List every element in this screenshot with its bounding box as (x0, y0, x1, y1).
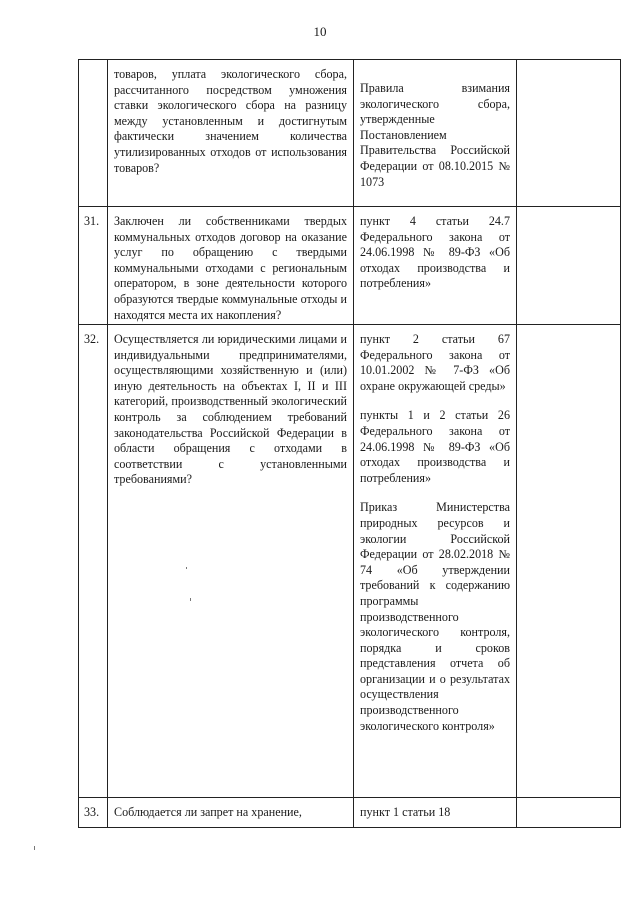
question-text: Заключен ли собственниками твердых коммунальных отходов договор на оказание услуг по обращению с твердыми коммунальными отходами с региональным оператором, в зоне деятельности которого образуются твердые коммунальные отходы и находятся места их накопления? (108, 207, 354, 325)
table-row (79, 325, 621, 798)
row-number: 33. (79, 798, 108, 828)
row-number: 31. (79, 207, 108, 325)
row-number: 32. (79, 325, 108, 798)
legal-reference: пункт 4 статьи 24.7 Федерального закона от 24.06.1998 № 89-ФЗ «Об отходах производства и потребления» (360, 214, 510, 291)
table-row (79, 798, 621, 828)
legal-reference: Правила взимания экологического сбора, утвержденные Постановлением Правительства Российской Федерации от 08.10.2015 № 1073 (360, 81, 510, 189)
empty-cell (517, 60, 621, 207)
requirements-table (78, 59, 621, 828)
legal-reference: пункт 2 статьи 67 Федерального закона от 10.01.2002 № 7-ФЗ «Об охране окружающей среды» (360, 332, 510, 393)
table-row (79, 207, 621, 325)
legal-reference-cell (354, 798, 517, 828)
empty-cell (517, 207, 621, 325)
empty-cell (517, 798, 621, 828)
question-text: товаров, уплата экологического сбора, рассчитанного посредством умножения ставки экологического сбора на разницу между установленным и достигнутым фактически значением количества утилизированных отходов от использования товаров? (108, 60, 354, 207)
legal-reference-cell (354, 207, 517, 325)
table-row (79, 60, 621, 207)
scan-speck (190, 598, 191, 601)
legal-reference-cell (354, 60, 517, 207)
legal-reference-cell (354, 325, 517, 798)
legal-reference: пункты 1 и 2 статьи 26 Федерального закона от 24.06.1998 № 89-ФЗ «Об отходах производства и потребления» (360, 408, 510, 485)
question-text: Соблюдается ли запрет на хранение, (108, 798, 354, 828)
legal-reference: пункт 1 статьи 18 (360, 805, 451, 819)
scan-speck (186, 567, 187, 569)
row-number (79, 60, 108, 207)
scan-speck (34, 846, 35, 850)
legal-reference: Приказ Министерства природных ресурсов и экологии Российской Федерации от 28.02.2018 № 74 «Об утверждении требований к содержанию программы производственного экологического контроля, порядка и сроков представления отчета об организации и о результатах осуществления производственного экологического контроля» (360, 500, 510, 733)
question-text: Осуществляется ли юридическими лицами и индивидуальными предпринимателями, осуществляющими хозяйственную и (или) иную деятельность на объектах I, II и III категорий, производственный экологический контроль за соблюдением требований законодательства Российской Федерации в области обращения с отходами в соответствии с установленными требованиями? (108, 325, 354, 798)
page-number: 10 (313, 24, 327, 39)
empty-cell (517, 325, 621, 798)
